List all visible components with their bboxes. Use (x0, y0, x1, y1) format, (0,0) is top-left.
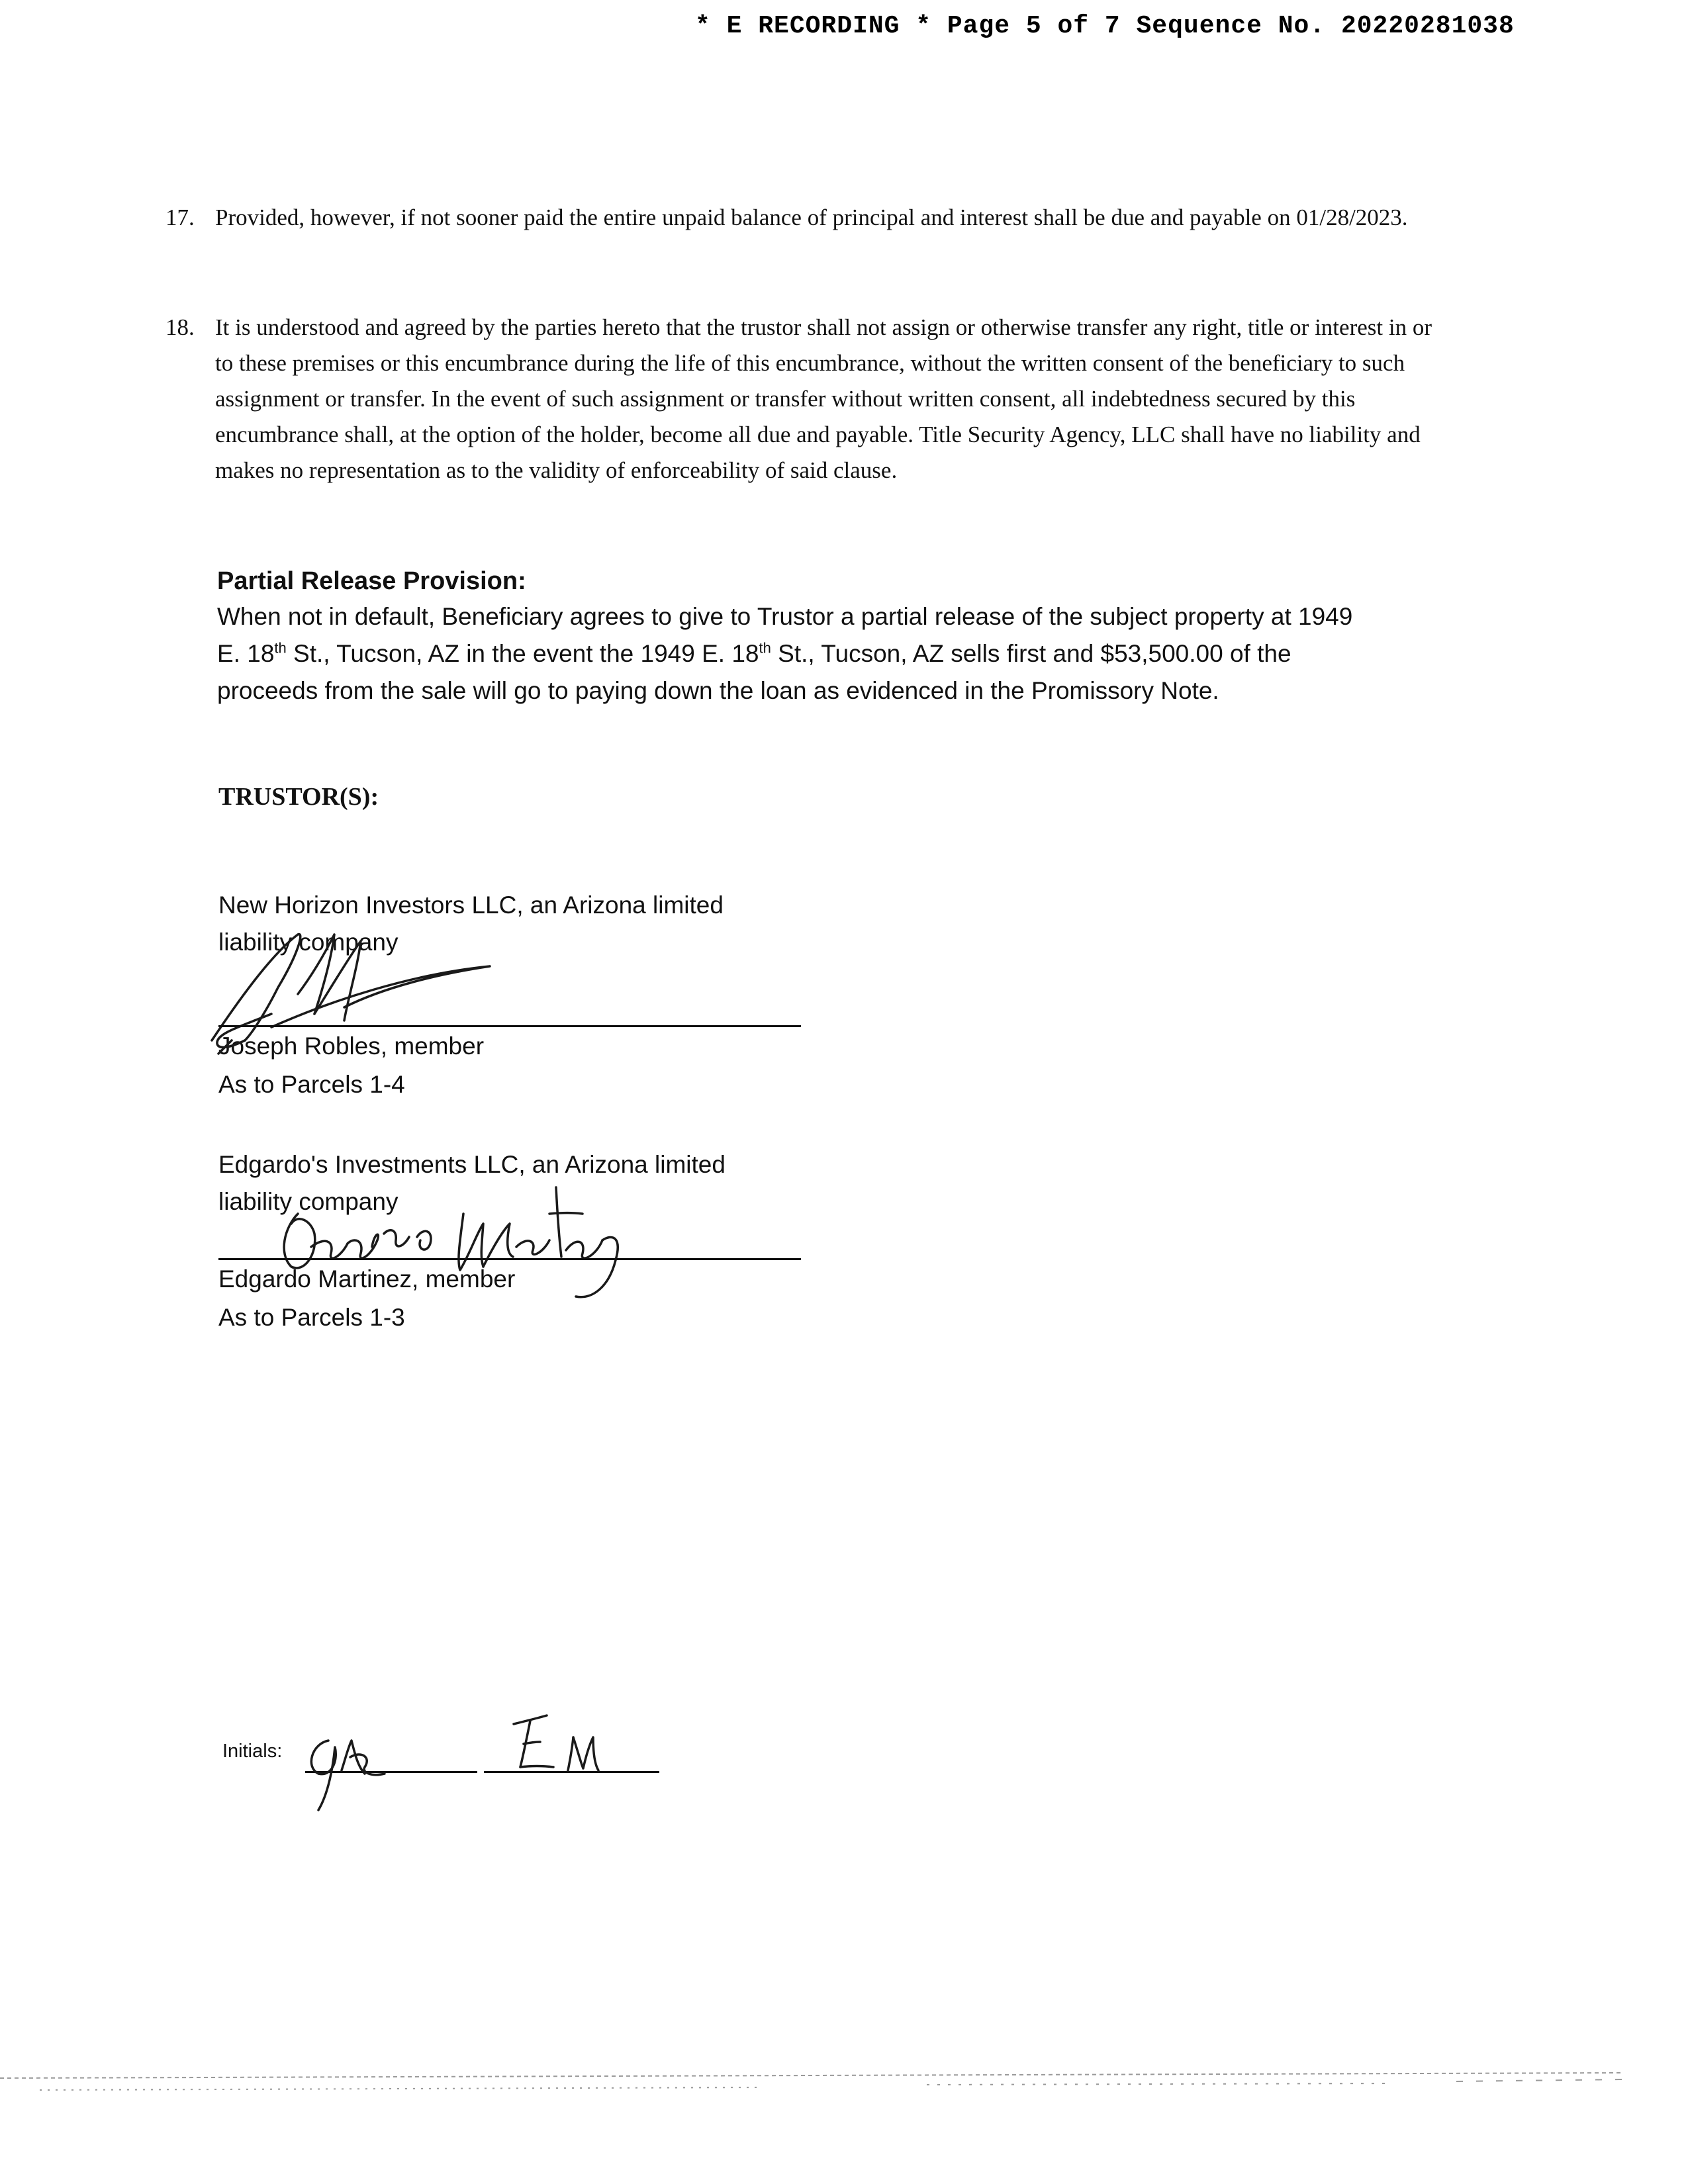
initials-label: Initials: (222, 1741, 283, 1762)
address-text: E. 18 (217, 640, 275, 667)
initials-block (222, 1707, 686, 1813)
signature-rule (218, 1258, 801, 1260)
scan-artifact-strip (0, 2058, 1688, 2111)
signature-block-edgardos (218, 1146, 814, 1337)
clause-number: 17. (165, 205, 195, 230)
partial-release-provision (217, 564, 1475, 709)
entity-line: liability company (218, 1188, 399, 1215)
ordinal-suffix: th (759, 639, 771, 657)
partial-release-line: proceeds from the sale will go to paying down the loan as evidenced in the Promissory Note. (217, 677, 1219, 704)
signer-name: Edgardo Martinez, member (218, 1265, 516, 1293)
entity-line: New Horizon Investors LLC, an Arizona limited (218, 891, 724, 919)
entity-line: Edgardo's Investments LLC, an Arizona limited (218, 1151, 726, 1178)
clause-18 (165, 310, 1456, 528)
signer-name: Joseph Robles, member (218, 1032, 485, 1060)
ordinal-suffix: th (274, 639, 287, 657)
clause-number: 18. (165, 314, 195, 340)
partial-release-heading: Partial Release Provision: (217, 567, 526, 595)
address-text: St., Tucson, AZ in the event the 1949 E. 18 (286, 640, 759, 667)
clause-text: Provided, however, if not sooner paid the entire unpaid balance of principal and interest shall be due and payable on 01/28/2023. (215, 205, 1408, 230)
partial-release-body (217, 598, 1475, 709)
trustors-heading: TRUSTOR(S): (218, 783, 379, 811)
recording-stamp: * E RECORDING * Page 5 of 7 Sequence No. 20220281038 (695, 12, 1515, 40)
signature-block-new-horizon (218, 887, 814, 1104)
partial-release-line: When not in default, Beneficiary agrees to give to Trustor a partial release of the subject property at 1949 (217, 603, 1353, 630)
signature-line (218, 1220, 801, 1260)
clause-text: It is understood and agreed by the parties hereto that the trustor shall not assign or otherwise transfer any right, title or interest in or to these premises or this encumbrance during the life of this encumbrance, without the written consent of the beneficiary to such assignment or transfer. In the event of such assignment or transfer without written consent, all indebtedness secured by this encumbrance shall, at the option of the holder, become all due and payable. Title Security Agency, LLC shall have no liability and makes no representation as to the validity of enforceability of said clause. (215, 314, 1432, 483)
release-amount-text: St., Tucson, AZ sells first and $53,500.00 of the (771, 640, 1291, 667)
handwritten-signature-martinez (199, 1174, 662, 1313)
partial-release-line (217, 635, 1475, 672)
signature-line (218, 961, 801, 1027)
signature-rule (218, 1025, 801, 1027)
handwritten-initials-em (500, 1707, 646, 1780)
entity-line: liability company (218, 929, 399, 956)
handwritten-signature-robles (199, 915, 530, 1067)
clause-17 (165, 200, 1456, 273)
signer-parcels: As to Parcels 1-3 (218, 1304, 405, 1331)
handwritten-initials-jr (299, 1721, 418, 1813)
signer-parcels: As to Parcels 1-4 (218, 1071, 405, 1098)
